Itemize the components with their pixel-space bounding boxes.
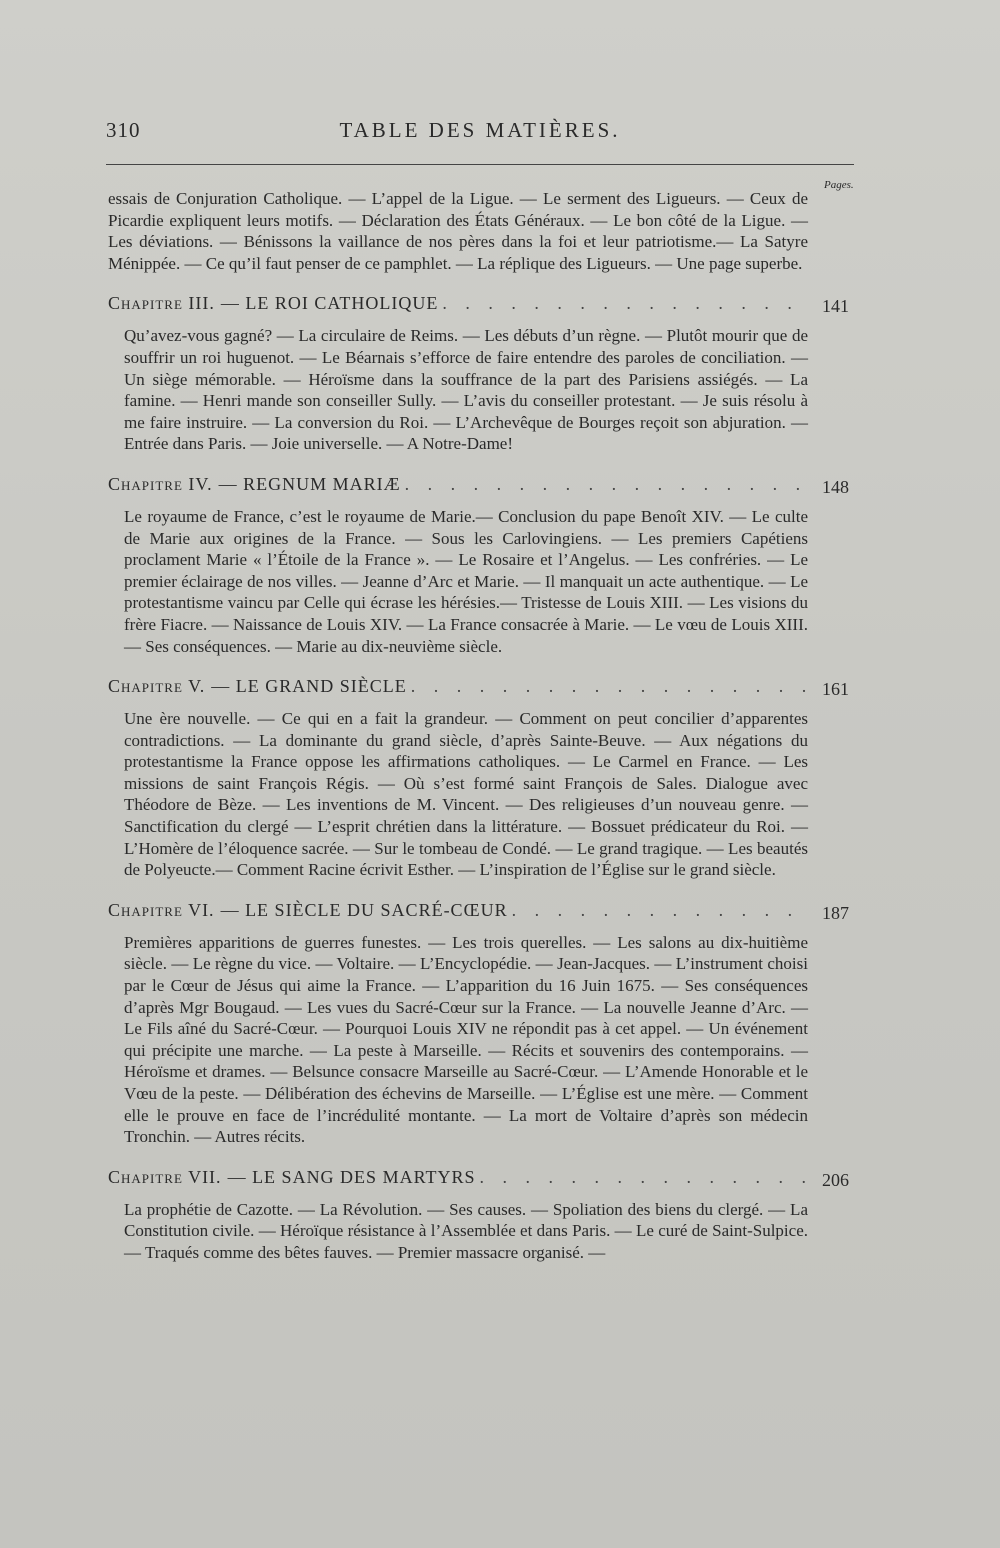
leader-dots [405,474,808,495]
chapter-label: Chapitre VI. [108,899,215,920]
chapter-page-ref: 206 [822,1169,849,1190]
chapter-label: Chapitre IV. [108,473,213,494]
page-header [106,118,854,148]
leader-dots [480,1167,808,1188]
chapter-heading-3 [108,293,849,317]
table-of-contents [108,188,849,1264]
chapter-page-ref: 148 [822,476,849,497]
running-title: TABLE DES MATIÈRES. [339,118,621,142]
chapter-title: — LE GRAND SIÈCLE [211,676,407,697]
leader-dots [411,676,808,697]
chapter-title: — REGNUM MARIÆ [218,473,401,494]
chapter-label: Chapitre V. [108,676,206,697]
chapter-summary: Premières apparitions de guerres funestes. — Les trois querelles. — Les salons au dix-huitième siècle. — Le règne du vice. — Voltaire. — L’Encyclopédie. — Jean-Jacques. — L’instrument choisi par le Cœur de Jésus qui aime la France. — L’apparition du 16 Juin 1675. — Ses conséquences d’après Mgr Bougaud. — Les vues du Sacré-Cœur sur la France. — La nouvelle Jeanne d’Arc. — Le Fils aîné du Sacré-Cœur. — Pourquoi Louis XIV ne répondit pas à cet appel. — Un événement qui précipite une marche. — La peste à Marseille. — Récits et souvenirs des contemporains. — Héroïsme et drames. — Belsunce consacre Marseille au Sacré-Cœur. — L’Amende Honorable et le Vœu de la peste. — Délibération des échevins de Marseille. — L’Église est une mère. — Comment elle le prouve en face de l’incrédulité montante. — La mort de Voltaire d’après son médecin Tronchin. — Autres récits. [124,932,808,1147]
chapter-page-ref: 187 [822,902,849,923]
chapter-label: Chapitre VII. [108,1166,222,1187]
chapter-label: Chapitre III. [108,293,215,314]
chapter-title: — LE ROI CATHOLIQUE [220,293,439,314]
header-rule [106,164,854,165]
chapter-heading-6 [108,899,849,923]
intro-paragraph: essais de Conjuration Catholique. — L’appel de la Ligue. — Le serment des Ligueurs. — Ceux de Picardie expliquent leurs motifs. — Déclaration des États Généraux. — Le bon côté de la Ligue. — Les déviations. — Bénissons la vaillance de nos pères dans la foi et leur patriotisme.— La Satyre Ménippée. — Ce qu’il faut penser de ce pamphlet. — La réplique des Ligueurs. — Une page superbe. [108,189,808,273]
leader-dots [442,293,808,314]
page-number: 310 [106,118,141,142]
chapter-heading-7 [108,1166,849,1190]
chapter-summary: La prophétie de Cazotte. — La Révolution. — Ses causes. — Spoliation des biens du clergé. — La Constitution civile. — Héroïque résistance à l’Assemblée et dans Paris. — Le curé de Saint-Sulpice. — Traqués comme des bêtes fauves. — Premier massacre organisé. — [124,1199,808,1262]
chapter-heading-5 [108,676,849,700]
leader-dots [512,900,808,921]
chapter-summary: Le royaume de France, c’est le royaume de Marie.— Conclusion du pape Benoît XIV. — Le culte de Marie aux origines de la France. — Sous les Carlovingiens. — Les premiers Capétiens proclament Marie « l’Étoile de la France ». — Le Rosaire et l’Angelus. — Les confréries. — Le premier éclairage de nos villes. — Jeanne d’Arc et Marie. — Il manquait un acte authentique. — Le protestantisme vaincu par Celle qui écrase les hérésies.— Tristesse de Louis XIII. — Les visions du frère Fiacre. — Naissance de Louis XIV. — La France consacrée à Marie. — Le vœu de Louis XIII. — Ses conséquences. — Marie au dix-neuvième siècle. [124,506,808,656]
chapter-heading-4 [108,473,849,497]
chapter-summary: Une ère nouvelle. — Ce qui en a fait la grandeur. — Comment on peut concilier d’apparentes contradictions. — La dominante du grand siècle, d’après Sainte-Beuve. — Aux négations du protestantisme la France oppose les affirmations catholiques. — Le Carmel en France. — Les missions de saint François Régis. — Où s’est formé saint François de Sales. Dialogue avec Théodore de Bèze. — Les inventions de M. Vincent. — Des religieuses d’un nouveau genre. — Sanctification du clergé — L’esprit chrétien dans la littérature. — Bossuet prédicateur du Roi. — L’Homère de l’éloquence sacrée. — Sur le tombeau de Condé. — Le grand tragique. — Les beautés de Polyeucte.— Comment Racine écrivit Esther. — L’inspiration de l’Église sur le grand siècle. [124,709,808,880]
chapter-page-ref: 161 [822,679,849,700]
chapter-title: — LE SANG DES MARTYRS [227,1166,476,1187]
pages-column-label: Pages. [824,179,854,191]
chapter-title: — LE SIÈCLE DU SACRÉ-CŒUR [220,899,508,920]
chapter-summary: Qu’avez-vous gagné? — La circulaire de Reims. — Les débuts d’un règne. — Plutôt mourir que de souffrir un roi huguenot. — Le Béarnais s’efforce de faire entendre des paroles de conciliation. — Un siège mémorable. — Héroïsme dans la souffrance de la part des Parisiens assiégés. — La famine. — Henri mande son conseiller Sully. — L’avis du conseiller protestant. — Je suis résolu à me faire instruire. — La conversion du Roi. — L’Archevêque de Bourges reçoit son abjuration. — Entrée dans Paris. — Joie universelle. — A Notre-Dame! [124,326,808,454]
chapter-page-ref: 141 [822,296,849,317]
